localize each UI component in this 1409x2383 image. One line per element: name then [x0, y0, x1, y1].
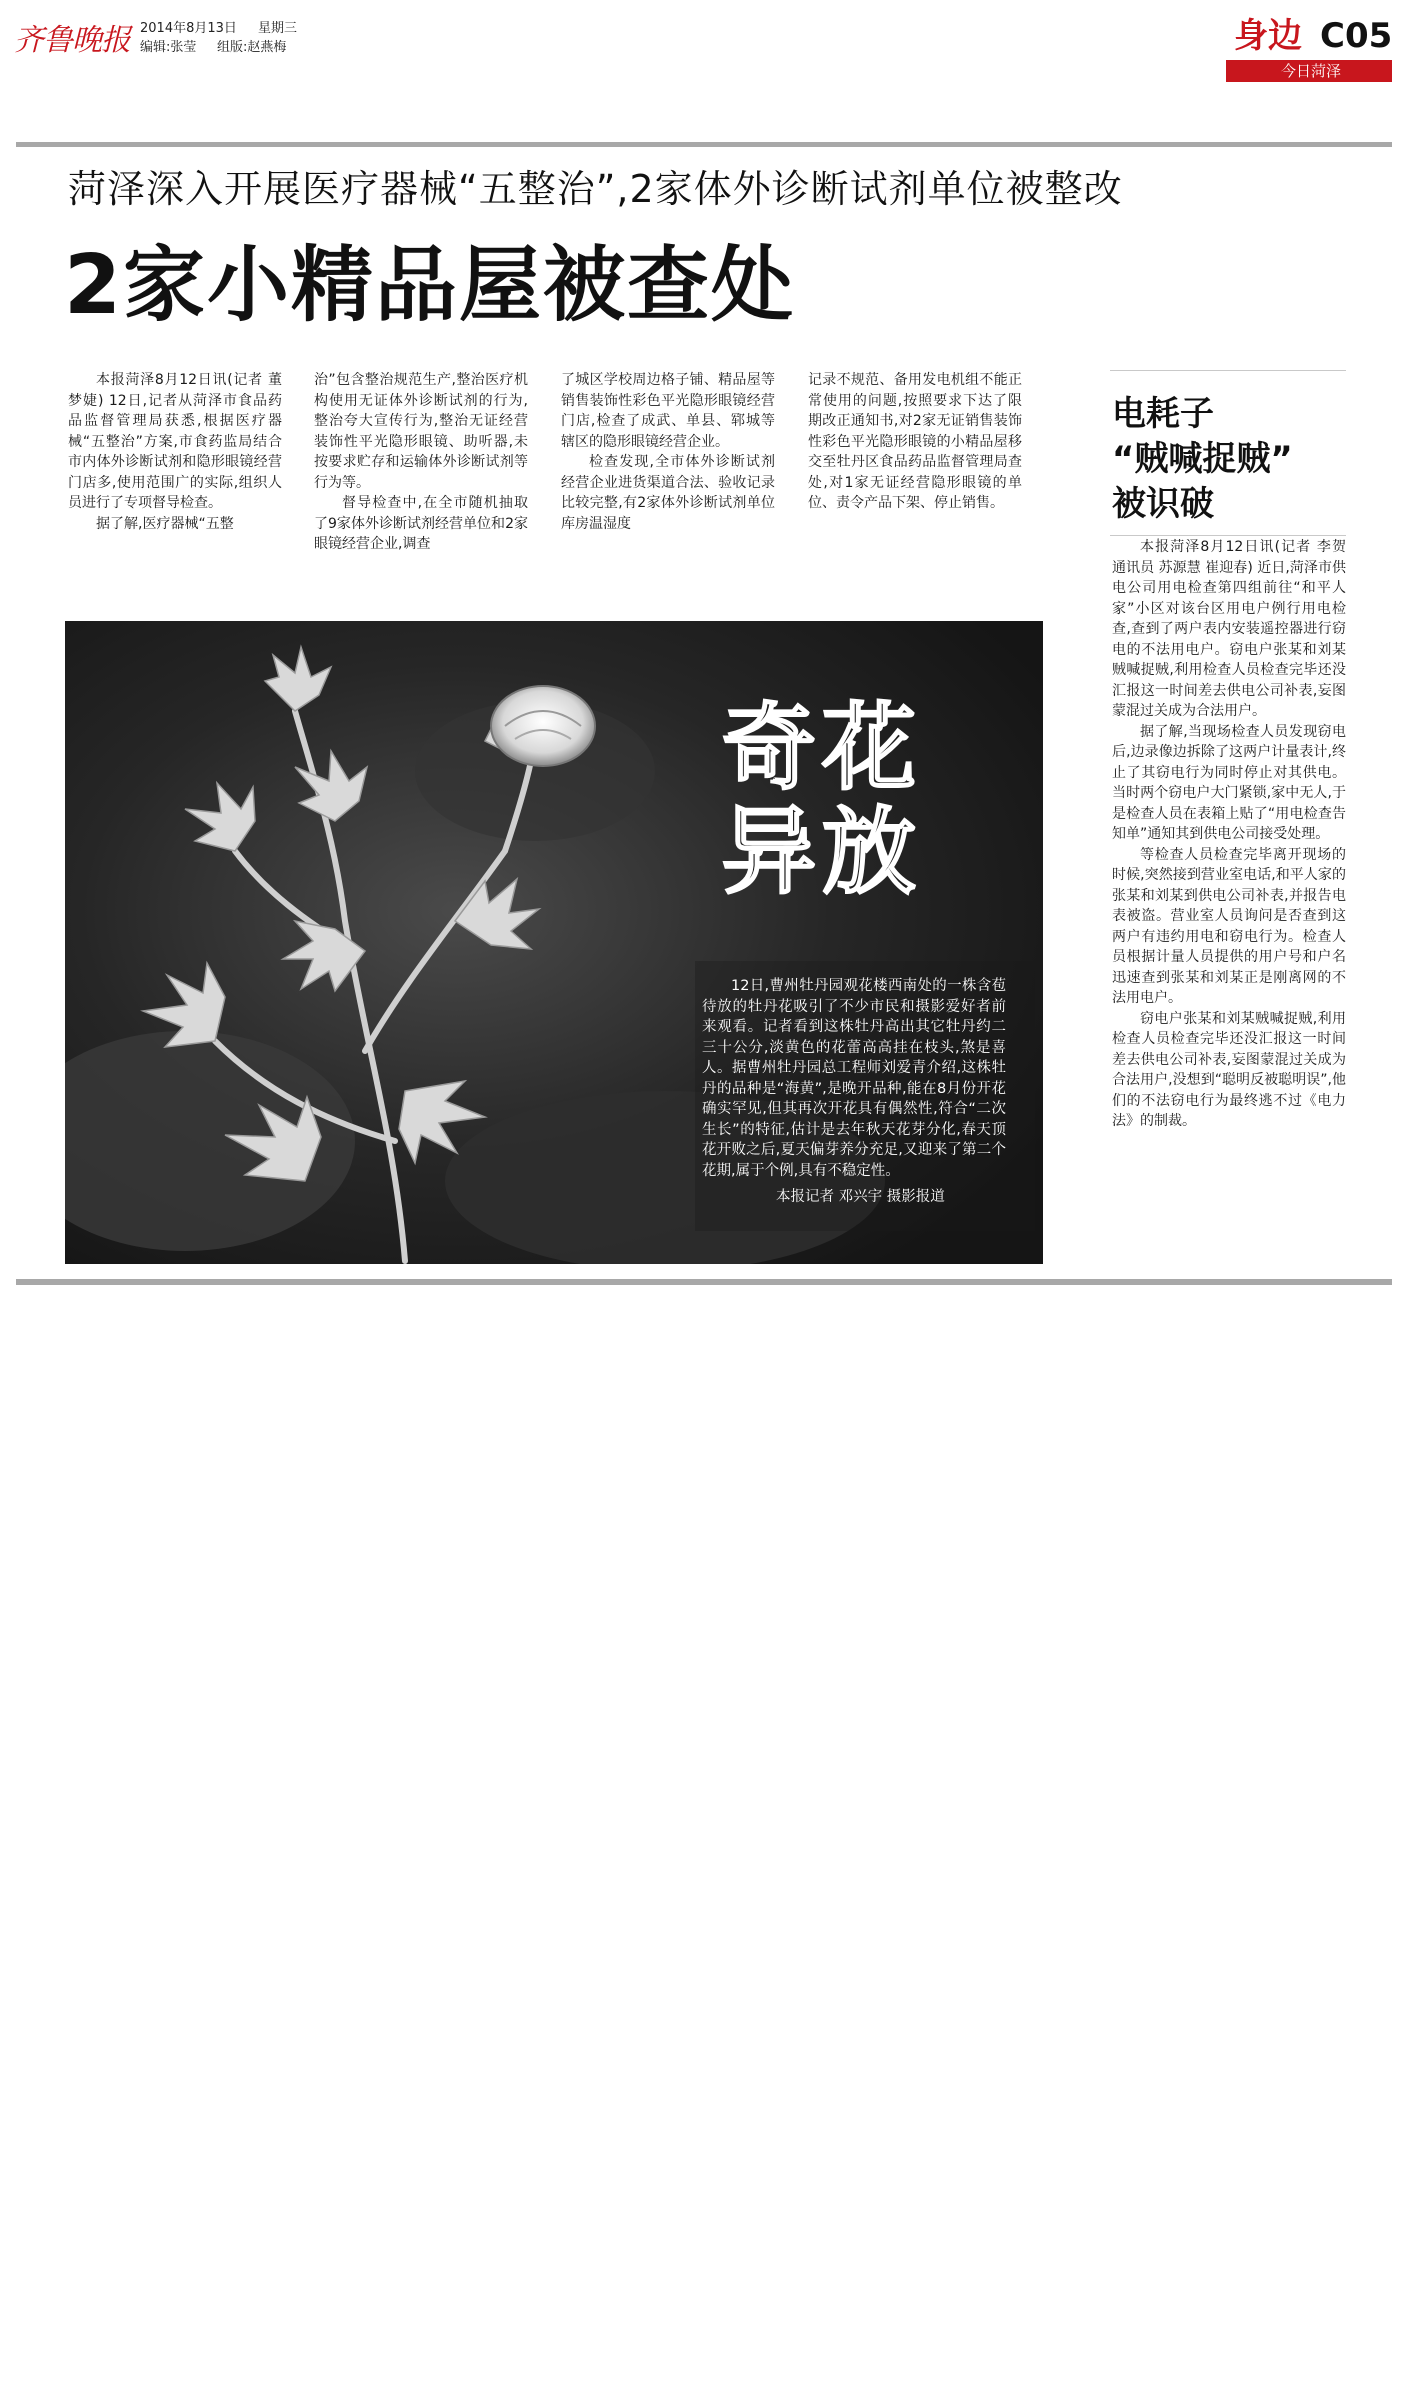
article-paragraph: 治”包含整治规范生产,整治医疗机构使用无证体外诊断试剂的行为,整治夸大宣传行为,整治无证经营装饰性平光隐形眼镜、助听器,未按要求贮存和运输体外诊断试剂等行为等。: [314, 372, 528, 491]
sidebar-paragraph: 等检查人员检查完毕离开现场的时候,突然接到营业室电话,和平人家的张某和刘某到供电公司补表,并报告电表被盗。营业室人员询问是否查到这两户有违约用电和窃电行为。检查人员根据计量人员提供的用户号和户名迅速查到张某和刘某正是刚离网的不法用电户。: [1112, 846, 1346, 1006]
sidebar-paragraph: 据了解,当现场检查人员发现窃电后,边录像边拆除了这两户计量表计,终止了其窃电行为同时停止对其供电。当时两个窃电户大门紧锁,家中无人,于是检查人员在表箱上贴了“用电检查告知单”通知其到供电公司接受处理。: [1112, 723, 1346, 842]
article-paragraph: 记录不规范、备用发电机组不能正常使用的问题,按照要求下达了限期改正通知书,对2家无证销售装饰性彩色平光隐形眼镜的小精品屋移交至牡丹区食品药品监督管理局查处,对1家无证经营隐形眼镜的单位、责令产品下架、停止销售。: [808, 372, 1022, 511]
newspaper-logo: 齐鲁晚报: [14, 23, 130, 58]
photo-caption: 12日,曹州牡丹园观花楼西南处的一株含苞待放的牡丹花吸引了不少市民和摄影爱好者前来观看。记者看到这株牡丹高出其它牡丹约二三十公分,淡黄色的花蕾高高挂在枝头,煞是喜人。据曹州牡丹园总工程师刘爱青介绍,这株牡丹的品种是“海黄”,是晚开品种,能在8月份开花确实罕见,但其再次开花具有偶然性,符合“二次生长”的特征,估计是去年秋天花芽分化,春天顶花开败之后,夏天偏芽养分充足,又迎来了第二个花期,属于个例,具有不稳定性。: [702, 978, 1006, 1179]
sidebar-headline: “贼喊捉贼”: [1112, 439, 1293, 479]
article-kicker: 菏泽深入开展医疗器械“五整治”,2家体外诊断试剂单位被整改: [68, 167, 1123, 211]
sidebar-top-divider: [1110, 370, 1346, 371]
photo-credit: 本报记者 邓兴宇 摄影报道: [776, 1189, 945, 1205]
article-paragraph: 了城区学校周边格子铺、精品屋等销售装饰性彩色平光隐形眼镜经营门店,检查了成武、单县、郓城等辖区的隐形眼镜经营企业。: [561, 372, 775, 450]
article-paragraph: 据了解,医疗器械“五整: [96, 515, 234, 532]
subsection-label: 今日菏泽: [1280, 62, 1341, 80]
sidebar-headline: 电耗子: [1112, 394, 1214, 434]
article-paragraph: 本报菏泽8月12日讯(记者 董梦婕) 12日,记者从菏泽市食品药品监督管理局获悉,根据医疗器械“五整治”方案,市食药监局结合市内体外诊断试剂和隐形眼镜经营门店多,使用范围广的实际,组织人员进行了专项督导检查。: [68, 372, 282, 511]
sidebar-headline: 被识破: [1112, 484, 1214, 524]
photo-title-line: 奇花: [722, 694, 923, 803]
photo-title-line: 异放: [722, 798, 923, 907]
layout-credit: 组版:赵燕梅: [217, 40, 287, 55]
article-column-1: [68, 370, 282, 534]
page-number: C05: [1320, 16, 1393, 56]
photo-title: [722, 694, 962, 907]
sidebar-paragraph: 本报菏泽8月12日讯(记者 李贺 通讯员 苏源慧 崔迎春) 近日,菏泽市供电公司用电检查第四组前往“和平人家”小区对该台区用电户例行用电检查,查到了两户表内安装遥控器进行窃电的不法用电户。窃电户张某和刘某贼喊捉贼,利用检查人员检查完毕还没汇报这一时间差去供电公司补表,妄图蒙混过关成为合法用户。: [1112, 539, 1346, 719]
article-column-3: [561, 370, 775, 534]
article-headline: 2家小精品屋被查处: [64, 238, 796, 333]
article-column-2: [314, 370, 528, 555]
sidebar-divider: [1110, 535, 1346, 536]
section-name: 身边: [1234, 16, 1302, 56]
issue-weekday: 星期三: [258, 21, 298, 36]
bottom-divider: [16, 1279, 1392, 1285]
sidebar-article: [1112, 537, 1346, 1132]
top-divider: [16, 142, 1392, 147]
sidebar-paragraph: 窃电户张某和刘某贼喊捉贼,利用检查人员检查完毕还没汇报这一时间差去供电公司补表,妄图蒙混过关成为合法用户,没想到“聪明反被聪明误”,他们的不法窃电行为最终逃不过《电力法》的制裁。: [1112, 1010, 1346, 1129]
article-paragraph: 督导检查中,在全市随机抽取了9家体外诊断试剂经营单位和2家眼镜经营企业,调查: [314, 495, 528, 552]
editor-credit: 编辑:张莹: [140, 40, 197, 55]
article-column-4: [808, 370, 1022, 514]
article-paragraph: 检查发现,全市体外诊断试剂经营企业进货渠道合法、验收记录比较完整,有2家体外诊断试剂单位库房温湿度: [561, 454, 775, 532]
issue-date: 2014年8月13日: [140, 21, 237, 36]
